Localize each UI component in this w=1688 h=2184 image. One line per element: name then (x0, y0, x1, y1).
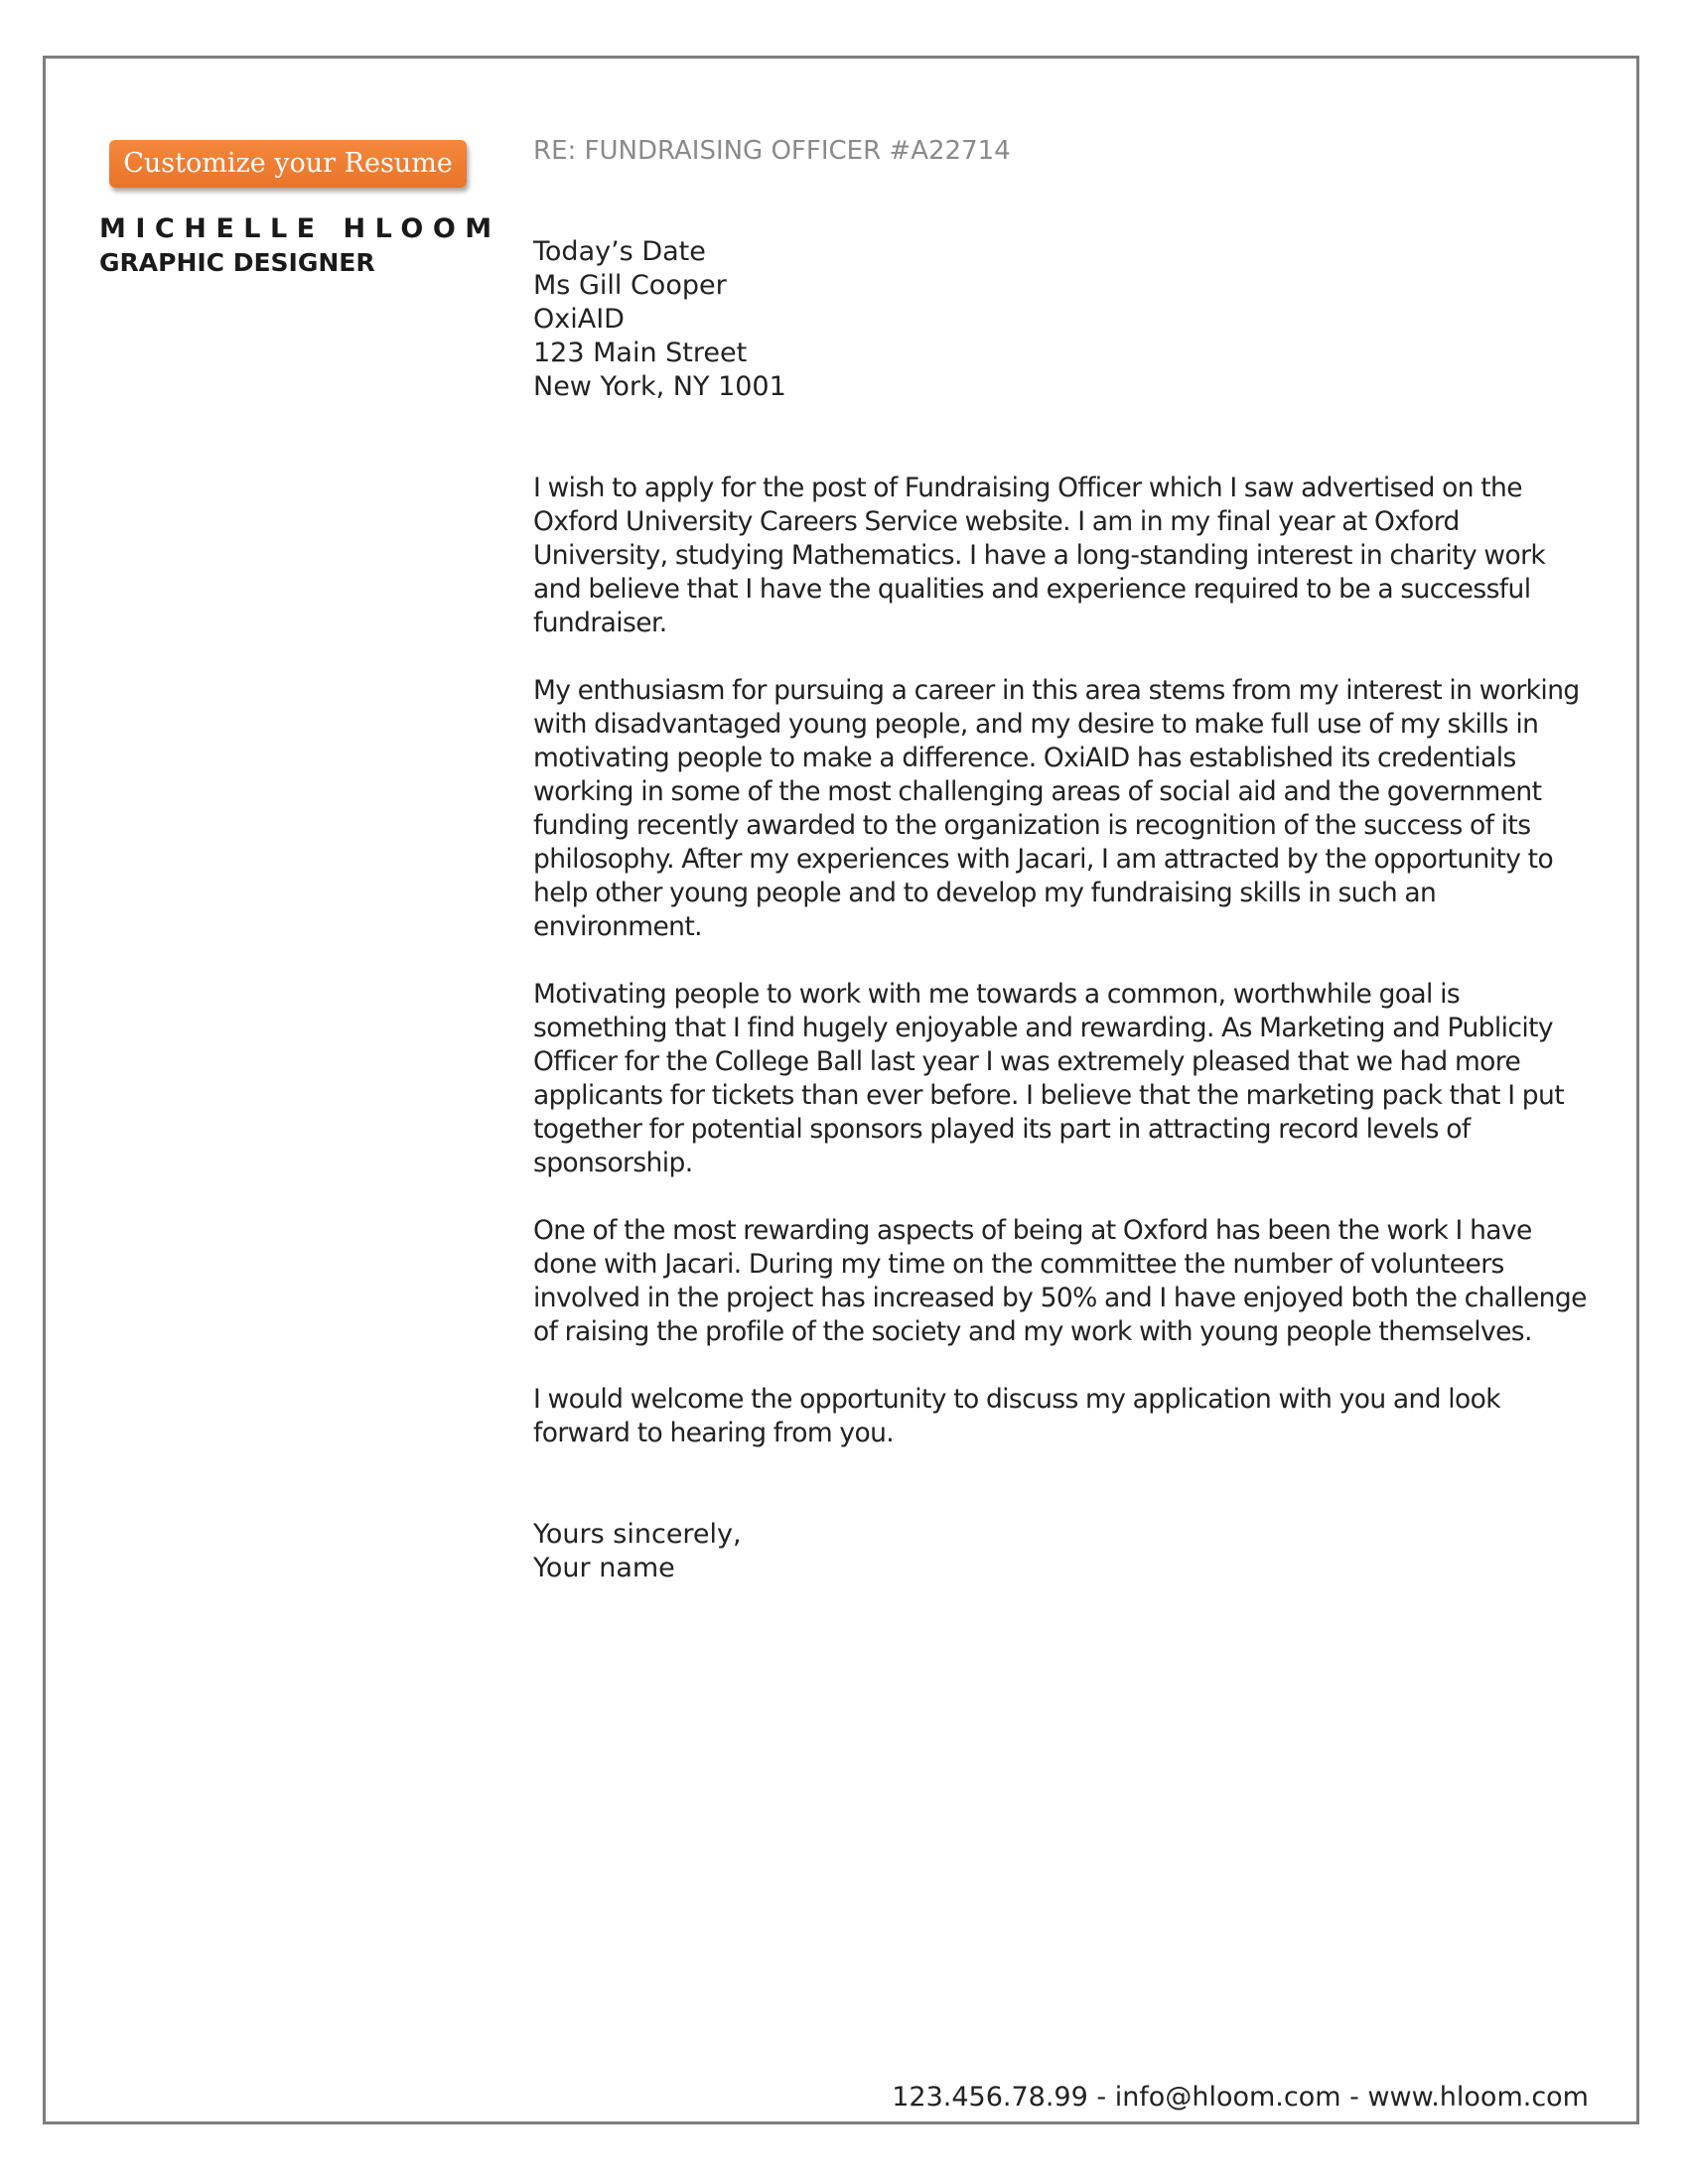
recipient-organization: OxiAID (533, 304, 625, 335)
paragraph-closing: I would welcome the opportunity to discuss my application with you and look forward to hearing from you. (533, 1384, 1501, 1448)
signature-name: Your name (533, 1553, 675, 1583)
recipient-city: New York, NY 1001 (533, 371, 786, 402)
letter-paragraphs (533, 472, 1596, 1450)
paragraph-intro: I wish to apply for the post of Fundraising Officer which I saw advertised on the Oxford University Careers Service website. I am in my final year at Oxford University, studying Mathematics. I have a long-standing interest in charity work and believe that I have the qualities and experience required to be a successful fundraiser. (533, 473, 1546, 638)
footer-contact: 123.456.78.99 - info@hloom.com - www.hloom.com (892, 2082, 1589, 2113)
applicant-role: GRAPHIC DESIGNER (99, 248, 375, 277)
closing-salutation: Yours sincerely, (533, 1519, 742, 1550)
customize-resume-button[interactable]: Customize your Resume (109, 140, 467, 188)
recipient-address (533, 235, 1596, 404)
paragraph-motivation: My enthusiasm for pursuing a career in this area stems from my interest in working with disadvantaged young people, and my desire to make full use of my skills in motivating people to make a difference. OxiAID has established its credentials working in some of the most challenging areas of social aid and the government funding recently awarded to the organization is recognition of the success of its philosophy. After my experiences with Jacari, I am attracted by the opportunity to help other young people and to develop my fundraising skills in such an environment. (533, 675, 1580, 942)
recipient-street: 123 Main Street (533, 338, 748, 368)
letter-body (533, 134, 1596, 1585)
applicant-name: MICHELLE HLOOM (99, 213, 501, 244)
reference-line: RE: FUNDRAISING OFFICER #A22714 (533, 136, 1011, 166)
paragraph-jacari: One of the most rewarding aspects of being at Oxford has been the work I have done with Jacari. During my time on the committee the number of volunteers involved in the project has increased by 50% and I have enjoyed both the challenge of raising the profile of the society and my work with young people themselves. (533, 1215, 1587, 1347)
letter-date: Today’s Date (533, 236, 706, 267)
paragraph-experience: Motivating people to work with me towards a common, worthwhile goal is something that I find hugely enjoyable and rewarding. As Marketing and Publicity Officer for the College Ball last year I was extremely pleased that we had more applicants for tickets than ever before. I believe that the marketing pack that I put together for potential sponsors played its part in attracting record levels of sponsorship. (533, 979, 1565, 1178)
recipient-name: Ms Gill Cooper (533, 270, 727, 301)
letter-signoff (533, 1518, 1596, 1585)
